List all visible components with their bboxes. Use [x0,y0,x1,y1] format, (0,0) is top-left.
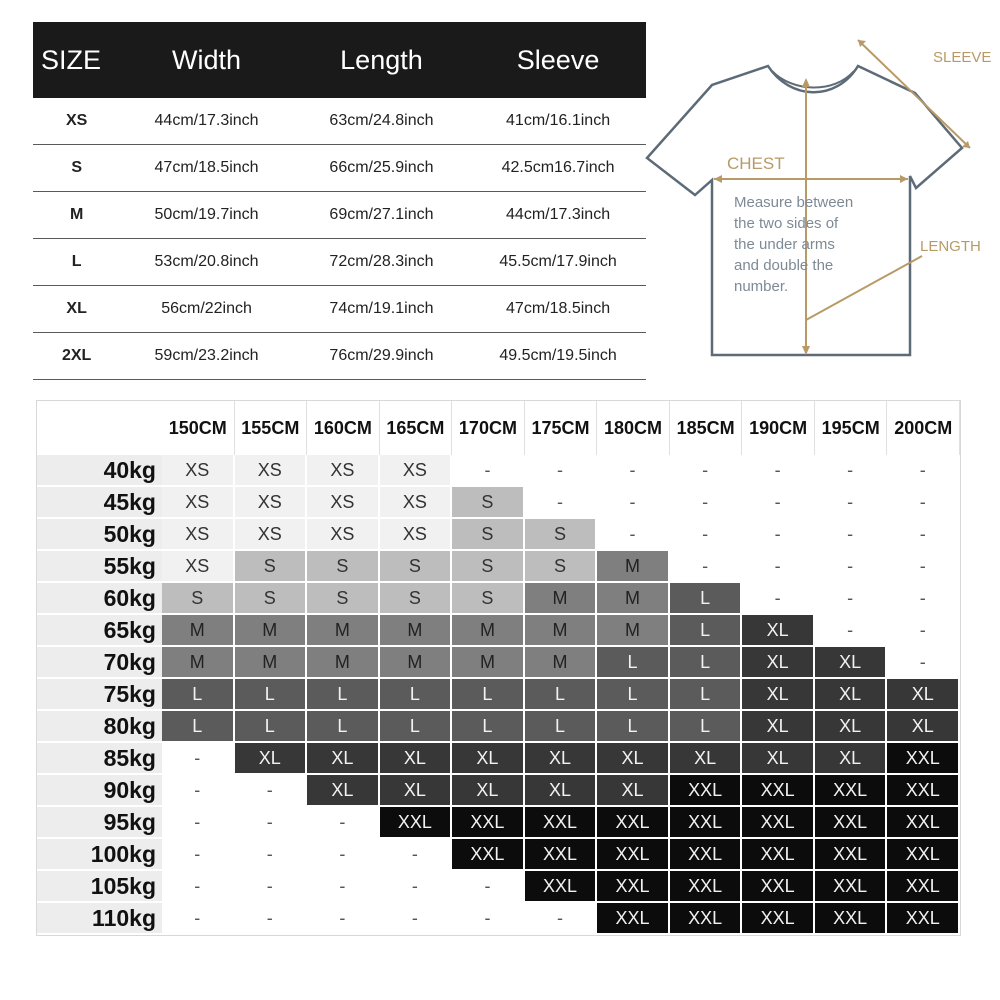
size-recommendation-cell: XS [162,487,235,519]
height-header: 180CM [597,401,670,455]
header-length: Length [293,22,470,98]
width-cell: 53cm/20.8inch [120,239,293,286]
size-recommendation-cell: L [597,679,670,711]
length-cell: 63cm/24.8inch [293,98,470,145]
size-cell: M [33,192,120,239]
sleeve-cell: 45.5cm/17.9inch [470,239,646,286]
table-row [33,192,646,239]
size-recommendation-cell: XL [815,679,888,711]
length-cell: 74cm/19.1inch [293,286,470,333]
length-cell: 72cm/28.3inch [293,239,470,286]
size-recommendation-cell: - [670,487,743,519]
height-header: 185CM [670,401,743,455]
size-recommendation-cell: - [742,551,815,583]
size-recommendation-cell: XXL [597,839,670,871]
size-recommendation-cell: XL [742,679,815,711]
size-recommendation-cell: - [815,615,888,647]
size-recommendation-cell: M [380,647,453,679]
size-recommendation-cell: XXL [887,775,960,807]
height-header: 190CM [742,401,815,455]
size-recommendation-cell: XL [742,711,815,743]
sleeve-cell: 49.5cm/19.5inch [470,333,646,380]
weight-label: 70kg [37,647,162,679]
size-recommendation-cell: XL [815,711,888,743]
size-recommendation-cell: - [235,839,308,871]
weight-label: 40kg [37,455,162,487]
size-recommendation-cell: - [597,455,670,487]
size-recommendation-cell: L [670,679,743,711]
size-recommendation-cell: XL [887,679,960,711]
length-cell: 76cm/29.9inch [293,333,470,380]
size-recommendation-cell: XXL [742,903,815,935]
size-recommendation-cell: L [235,711,308,743]
size-recommendation-cell: XL [742,647,815,679]
size-recommendation-cell: XXL [815,775,888,807]
table-row [33,98,646,145]
height-weight-size-chart [36,400,961,936]
size-recommendation-cell: - [815,455,888,487]
measure-note-line-2: the two sides of [734,215,839,232]
size-recommendation-cell: S [525,551,598,583]
size-recommendation-cell: - [887,551,960,583]
size-recommendation-cell: - [307,871,380,903]
size-recommendation-cell: XS [380,455,453,487]
size-recommendation-cell: XXL [670,807,743,839]
width-cell: 59cm/23.2inch [120,333,293,380]
size-recommendation-cell: - [307,807,380,839]
size-recommendation-cell: XL [307,743,380,775]
height-header: 175CM [525,401,598,455]
size-recommendation-cell: L [307,679,380,711]
size-recommendation-cell: M [597,551,670,583]
size-recommendation-cell: XXL [597,871,670,903]
size-recommendation-cell: - [452,455,525,487]
length-cell: 66cm/25.9inch [293,145,470,192]
size-recommendation-cell: XXL [887,807,960,839]
size-recommendation-cell: XS [307,455,380,487]
weight-label: 90kg [37,775,162,807]
size-recommendation-cell: XXL [525,807,598,839]
size-recommendation-cell: XXL [597,903,670,935]
width-cell: 56cm/22inch [120,286,293,333]
size-recommendation-cell: XXL [815,807,888,839]
weight-label: 100kg [37,839,162,871]
size-recommendation-cell: - [670,519,743,551]
size-recommendation-cell: S [235,551,308,583]
size-recommendation-cell: M [235,647,308,679]
size-recommendation-cell: XL [742,615,815,647]
size-recommendation-cell: - [525,487,598,519]
size-recommendation-cell: M [452,647,525,679]
width-cell: 50cm/19.7inch [120,192,293,239]
size-recommendation-cell: M [597,615,670,647]
size-recommendation-cell: XXL [887,743,960,775]
measure-note-line-1: Measure between [734,194,854,211]
height-header: 155CM [235,401,308,455]
size-recommendation-cell: XL [597,775,670,807]
size-recommendation-cell: XS [235,487,308,519]
weight-label: 45kg [37,487,162,519]
size-cell: L [33,239,120,286]
measure-note-line-3: the under arms [734,236,835,253]
weight-label: 50kg [37,519,162,551]
size-recommendation-cell: - [670,551,743,583]
size-recommendation-cell: L [162,679,235,711]
size-recommendation-cell: XL [887,711,960,743]
size-recommendation-cell: XL [452,743,525,775]
size-recommendation-cell: XXL [815,903,888,935]
length-cell: 69cm/27.1inch [293,192,470,239]
size-recommendation-cell: XXL [887,903,960,935]
size-recommendation-cell: M [307,615,380,647]
size-recommendation-cell: XXL [525,871,598,903]
header-width: Width [120,22,293,98]
length-label: LENGTH [920,238,981,255]
size-recommendation-cell: - [887,455,960,487]
size-recommendation-cell: S [452,583,525,615]
size-recommendation-cell: M [307,647,380,679]
size-recommendation-cell: - [452,871,525,903]
size-recommendation-cell: - [380,871,453,903]
size-recommendation-cell: - [887,487,960,519]
size-recommendation-cell: L [597,711,670,743]
size-recommendation-cell: L [235,679,308,711]
size-recommendation-cell: S [452,519,525,551]
size-recommendation-cell: - [815,583,888,615]
size-recommendation-cell: - [525,903,598,935]
size-recommendation-cell: - [525,455,598,487]
size-recommendation-cell: XXL [670,775,743,807]
size-recommendation-cell: XS [307,519,380,551]
size-recommendation-cell: XL [452,775,525,807]
size-recommendation-cell: - [887,615,960,647]
size-recommendation-cell: - [742,455,815,487]
tshirt-measure-diagram [640,30,1000,370]
size-recommendation-cell: M [380,615,453,647]
chest-label: CHEST [727,154,785,173]
size-recommendation-cell: XS [162,455,235,487]
size-recommendation-cell: - [597,519,670,551]
size-recommendation-cell: - [235,775,308,807]
size-recommendation-cell: XL [525,775,598,807]
size-recommendation-cell: XL [742,743,815,775]
size-recommendation-cell: - [815,487,888,519]
size-measurement-table [33,22,646,380]
size-recommendation-cell: XXL [380,807,453,839]
size-recommendation-cell: XL [307,775,380,807]
size-recommendation-cell: L [597,647,670,679]
size-recommendation-cell: XL [597,743,670,775]
sleeve-cell: 44cm/17.3inch [470,192,646,239]
size-recommendation-cell: L [380,711,453,743]
size-recommendation-cell: - [887,647,960,679]
size-recommendation-cell: L [452,711,525,743]
size-recommendation-cell: - [235,903,308,935]
size-recommendation-cell: S [307,551,380,583]
size-recommendation-cell: XXL [452,807,525,839]
size-recommendation-cell: XXL [887,871,960,903]
size-recommendation-cell: XS [235,455,308,487]
table-row [33,333,646,380]
size-recommendation-cell: M [162,615,235,647]
size-recommendation-cell: L [525,679,598,711]
height-header: 195CM [815,401,888,455]
weight-label: 85kg [37,743,162,775]
size-recommendation-cell: M [452,615,525,647]
size-recommendation-cell: M [525,583,598,615]
sleeve-label: SLEEVE [933,49,992,66]
size-recommendation-cell: XXL [742,807,815,839]
sleeve-cell: 42.5cm16.7inch [470,145,646,192]
size-cell: XS [33,98,120,145]
size-recommendation-cell: - [670,455,743,487]
size-recommendation-cell: L [670,615,743,647]
size-recommendation-cell: - [307,839,380,871]
size-recommendation-cell: - [887,583,960,615]
size-recommendation-cell: L [525,711,598,743]
size-cell: XL [33,286,120,333]
size-recommendation-cell: - [162,903,235,935]
sleeve-cell: 41cm/16.1inch [470,98,646,145]
size-recommendation-cell: - [380,903,453,935]
size-recommendation-cell: - [887,519,960,551]
size-recommendation-cell: L [670,583,743,615]
weight-label: 105kg [37,871,162,903]
size-recommendation-cell: XS [235,519,308,551]
size-recommendation-cell: L [380,679,453,711]
size-recommendation-cell: M [597,583,670,615]
size-recommendation-cell: XXL [670,839,743,871]
size-recommendation-cell: XXL [670,903,743,935]
size-table-header [33,22,646,98]
size-recommendation-cell: XS [307,487,380,519]
size-recommendation-cell: XL [380,743,453,775]
size-recommendation-cell: XS [162,519,235,551]
size-recommendation-cell: XS [380,519,453,551]
size-recommendation-cell: S [380,551,453,583]
size-recommendation-cell: XL [815,647,888,679]
measure-note-line-4: and double the [734,257,834,274]
size-recommendation-cell: - [235,871,308,903]
size-recommendation-cell: XXL [815,871,888,903]
size-recommendation-cell: XL [815,743,888,775]
weight-label: 55kg [37,551,162,583]
size-recommendation-cell: - [162,807,235,839]
size-recommendation-cell: - [742,487,815,519]
height-header: 200CM [887,401,960,455]
weight-label: 80kg [37,711,162,743]
size-recommendation-cell: XXL [525,839,598,871]
size-recommendation-cell: - [815,519,888,551]
weight-label: 75kg [37,679,162,711]
size-recommendation-cell: XS [162,551,235,583]
size-recommendation-cell: XXL [815,839,888,871]
size-recommendation-cell: - [452,903,525,935]
height-header: 150CM [162,401,235,455]
height-header: 160CM [307,401,380,455]
size-recommendation-cell: S [162,583,235,615]
sleeve-cell: 47cm/18.5inch [470,286,646,333]
size-recommendation-cell: XXL [742,839,815,871]
size-recommendation-cell: - [235,807,308,839]
header-sleeve: Sleeve [470,22,646,98]
size-recommendation-cell: S [452,487,525,519]
size-recommendation-cell: XXL [670,871,743,903]
size-recommendation-cell: - [162,743,235,775]
header-size: SIZE [33,22,120,98]
length-arrow-top-icon [802,78,810,87]
size-recommendation-cell: S [307,583,380,615]
size-recommendation-cell: XL [670,743,743,775]
width-cell: 47cm/18.5inch [120,145,293,192]
size-recommendation-cell: L [307,711,380,743]
weight-label: 65kg [37,615,162,647]
size-recommendation-cell: S [235,583,308,615]
size-recommendation-cell: XXL [887,839,960,871]
size-recommendation-cell: L [670,647,743,679]
size-recommendation-cell: - [815,551,888,583]
size-recommendation-cell: M [235,615,308,647]
size-recommendation-cell: - [742,583,815,615]
size-recommendation-cell: - [742,519,815,551]
size-recommendation-cell: XL [235,743,308,775]
size-recommendation-cell: S [525,519,598,551]
size-recommendation-cell: L [162,711,235,743]
size-recommendation-cell: XXL [452,839,525,871]
measure-note-line-5: number. [734,278,789,295]
size-recommendation-cell: - [162,775,235,807]
table-row [33,145,646,192]
size-recommendation-cell: XXL [597,807,670,839]
size-recommendation-cell: M [525,647,598,679]
height-header: 165CM [380,401,453,455]
size-recommendation-cell: M [162,647,235,679]
size-recommendation-cell: S [380,583,453,615]
size-recommendation-cell: XXL [742,775,815,807]
size-recommendation-cell: XS [380,487,453,519]
size-recommendation-cell: XXL [742,871,815,903]
size-recommendation-cell: - [162,839,235,871]
table-row [33,286,646,333]
size-recommendation-cell: S [452,551,525,583]
size-recommendation-cell: - [162,871,235,903]
size-cell: 2XL [33,333,120,380]
size-recommendation-cell: XL [380,775,453,807]
weight-label: 95kg [37,807,162,839]
weight-label: 60kg [37,583,162,615]
size-recommendation-cell: L [452,679,525,711]
height-header: 170CM [452,401,525,455]
size-recommendation-cell: - [380,839,453,871]
weight-label: 110kg [37,903,162,935]
size-recommendation-cell: - [307,903,380,935]
size-recommendation-cell: XL [525,743,598,775]
table-row [33,239,646,286]
size-recommendation-cell: - [597,487,670,519]
width-cell: 44cm/17.3inch [120,98,293,145]
size-recommendation-cell: L [670,711,743,743]
size-cell: S [33,145,120,192]
size-recommendation-cell: M [525,615,598,647]
